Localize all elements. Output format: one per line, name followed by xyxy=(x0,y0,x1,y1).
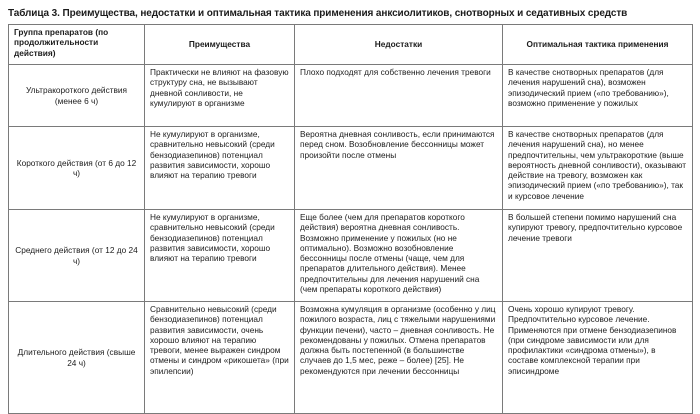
table-row xyxy=(9,65,693,127)
cell-group: Ультракороткого действия (менее 6 ч) xyxy=(9,65,145,127)
table-title: Таблица 3. Преимущества, недостатки и оптимальная тактика применения анксиолитиков, снотворных и седативных средств xyxy=(8,8,628,19)
comparison-table xyxy=(8,24,693,414)
table-header-row xyxy=(9,25,693,65)
cell-advantages: Практически не влияют на фазовую структуру сна, не вызывают дневной сонливости, не кумулируют в организме xyxy=(145,65,295,127)
cell-tactics: Очень хорошо купируют тревогу. Предпочтительно курсовое лечение. Применяются при отмене бензодиазепинов (при синдроме зависимости или для профилактики «синдрома отмены»), в составе комплексной терапии при эписиндроме xyxy=(503,302,693,414)
header-group: Группа препаратов (по продолжительности действия) xyxy=(9,25,145,65)
cell-advantages: Не кумулируют в организме, сравнительно невысокий (среди бензодиазепинов) потенциал развития зависимости, хорошо влияют на терапию тревоги xyxy=(145,210,295,302)
cell-group: Длительного действия (свыше 24 ч) xyxy=(9,302,145,414)
cell-tactics: В большей степени помимо нарушений сна купируют тревогу, предпочтительно курсовое лечение тревоги xyxy=(503,210,693,302)
cell-tactics: В качестве снотворных препаратов (для лечения нарушений сна), возможен эпизодический прием («по требованию»), возможно применение у пожилых xyxy=(503,65,693,127)
cell-disadvantages: Возможна кумуляция в организме (особенно у лиц пожилого возраста, лиц с тяжелыми нарушениями функции печени), часто – дневная сонливость. Не рекомендованы у пожилых. Отмена препаратов должна быть постепенной (в большинстве случаев до 1,5 мес, реже – более) [25]. Не рекомендуются при лечении бессонницы xyxy=(295,302,503,414)
cell-group: Среднего действия (от 12 до 24 ч) xyxy=(9,210,145,302)
table-row xyxy=(9,210,693,302)
cell-disadvantages: Вероятна дневная сонливость, если принимаются перед сном. Возобновление бессонницы может произойти после отмены xyxy=(295,127,503,210)
cell-disadvantages: Плохо подходят для собственно лечения тревоги xyxy=(295,65,503,127)
cell-advantages: Сравнительно невысокий (среди бензодиазепинов) потенциал развития зависимости, очень хорошо влияют на терапию тревоги, менее выражен синдром отмены и синдром «рикошета» (при эпилепсии) xyxy=(145,302,295,414)
header-tactics: Оптимальная тактика применения xyxy=(503,25,693,65)
table-row xyxy=(9,302,693,414)
table-row xyxy=(9,127,693,210)
cell-group: Короткого действия (от 6 до 12 ч) xyxy=(9,127,145,210)
header-advantages: Преимущества xyxy=(145,25,295,65)
cell-advantages: Не кумулируют в организме, сравнительно невысокий (среди бензодиазепинов) потенциал развития зависимости, хорошо влияют на терапию тревоги xyxy=(145,127,295,210)
cell-tactics: В качестве снотворных препаратов (для лечения нарушений сна), но менее предпочтительны, чем ультракороткие (выше вероятность дневной сонливости), оказывают действие на тревогу, возможен как эпизодический прием («по требованию»), так и курсовое лечение xyxy=(503,127,693,210)
cell-disadvantages: Еще более (чем для препаратов короткого действия) вероятна дневная сонливость. Возможно применение у пожилых (но не оптимально). Возможно возобновление бессонницы после отмены (чаще, чем для препаратов длительного действия). Менее предпочтительны для лечения нарушений сна (чем препараты короткого действия) xyxy=(295,210,503,302)
header-disadvantages: Недостатки xyxy=(295,25,503,65)
